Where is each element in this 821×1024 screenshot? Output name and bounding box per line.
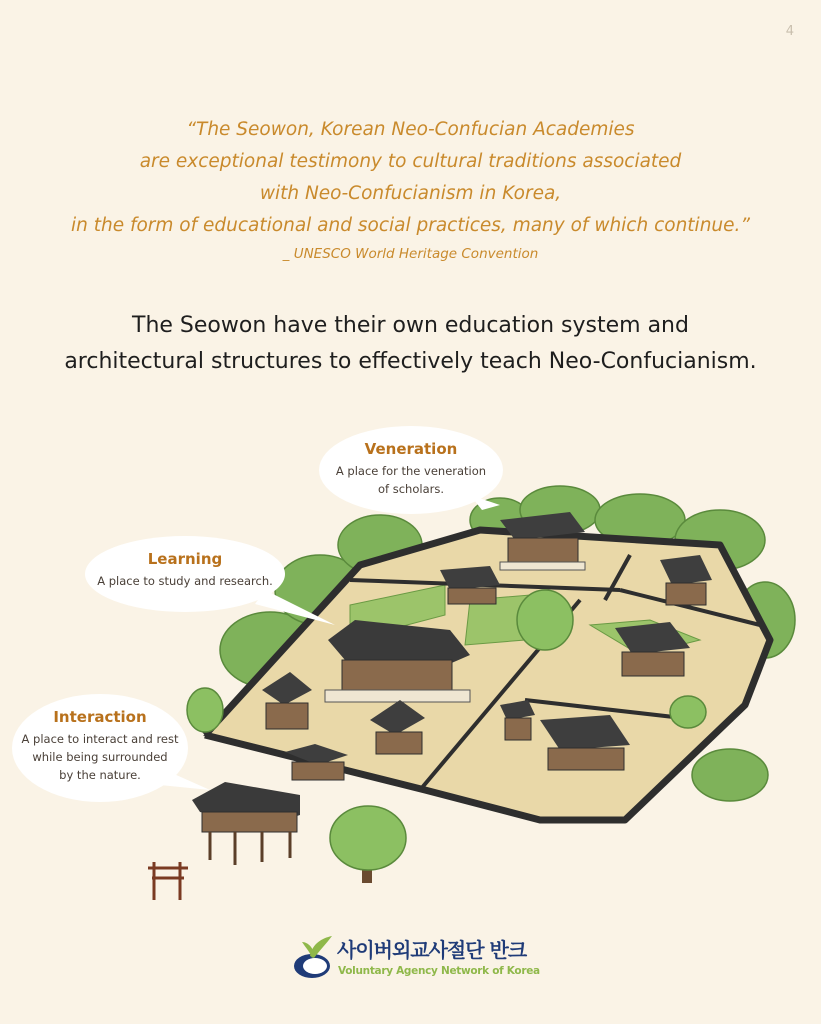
unesco-quote (0, 114, 821, 242)
interaction-title: Interaction (53, 708, 147, 726)
lead-text (0, 308, 821, 380)
veneration-bubble (321, 440, 501, 498)
logo-english-text: Voluntary Agency Network of Korea (338, 965, 540, 977)
shrine-building (500, 512, 585, 570)
interaction-line: by the nature. (59, 768, 141, 782)
page-number: 4 (785, 24, 794, 39)
veneration-title: Veneration (364, 440, 458, 458)
quote-line: are exceptional testimony to cultural traditions associated (139, 151, 682, 172)
lead-line: architectural structures to effectively teach Neo-Confucianism. (64, 349, 757, 374)
lecture-hall (325, 620, 470, 702)
veneration-line: of scholars. (378, 482, 444, 496)
red-arrow-gate (148, 862, 188, 900)
small-hall-1 (440, 566, 500, 604)
interaction-line: while being surrounded (32, 750, 168, 764)
quote-line: “The Seowon, Korean Neo-Confucian Academies (186, 119, 635, 140)
quote-line: with Neo-Confucianism in Korea, (259, 183, 562, 204)
learning-line: A place to study and research. (97, 574, 273, 588)
interaction-bubble (14, 708, 186, 784)
vank-emblem-icon (292, 932, 338, 980)
quote-line: in the form of educational and social practices, many of which continue.” (70, 215, 750, 236)
small-gate (500, 700, 535, 740)
learning-title: Learning (147, 550, 223, 568)
veneration-line: A place for the veneration (335, 464, 487, 478)
logo-korean-text: 사이버외교사절단 반크 (337, 938, 527, 962)
learning-bubble (85, 550, 285, 590)
quote-source: _ UNESCO World Heritage Convention (282, 246, 539, 262)
pavilion (192, 782, 300, 865)
lead-line: The Seowon have their own education system and (132, 313, 689, 338)
interaction-line: A place to interact and rest (21, 732, 179, 746)
vank-logo (292, 932, 542, 992)
